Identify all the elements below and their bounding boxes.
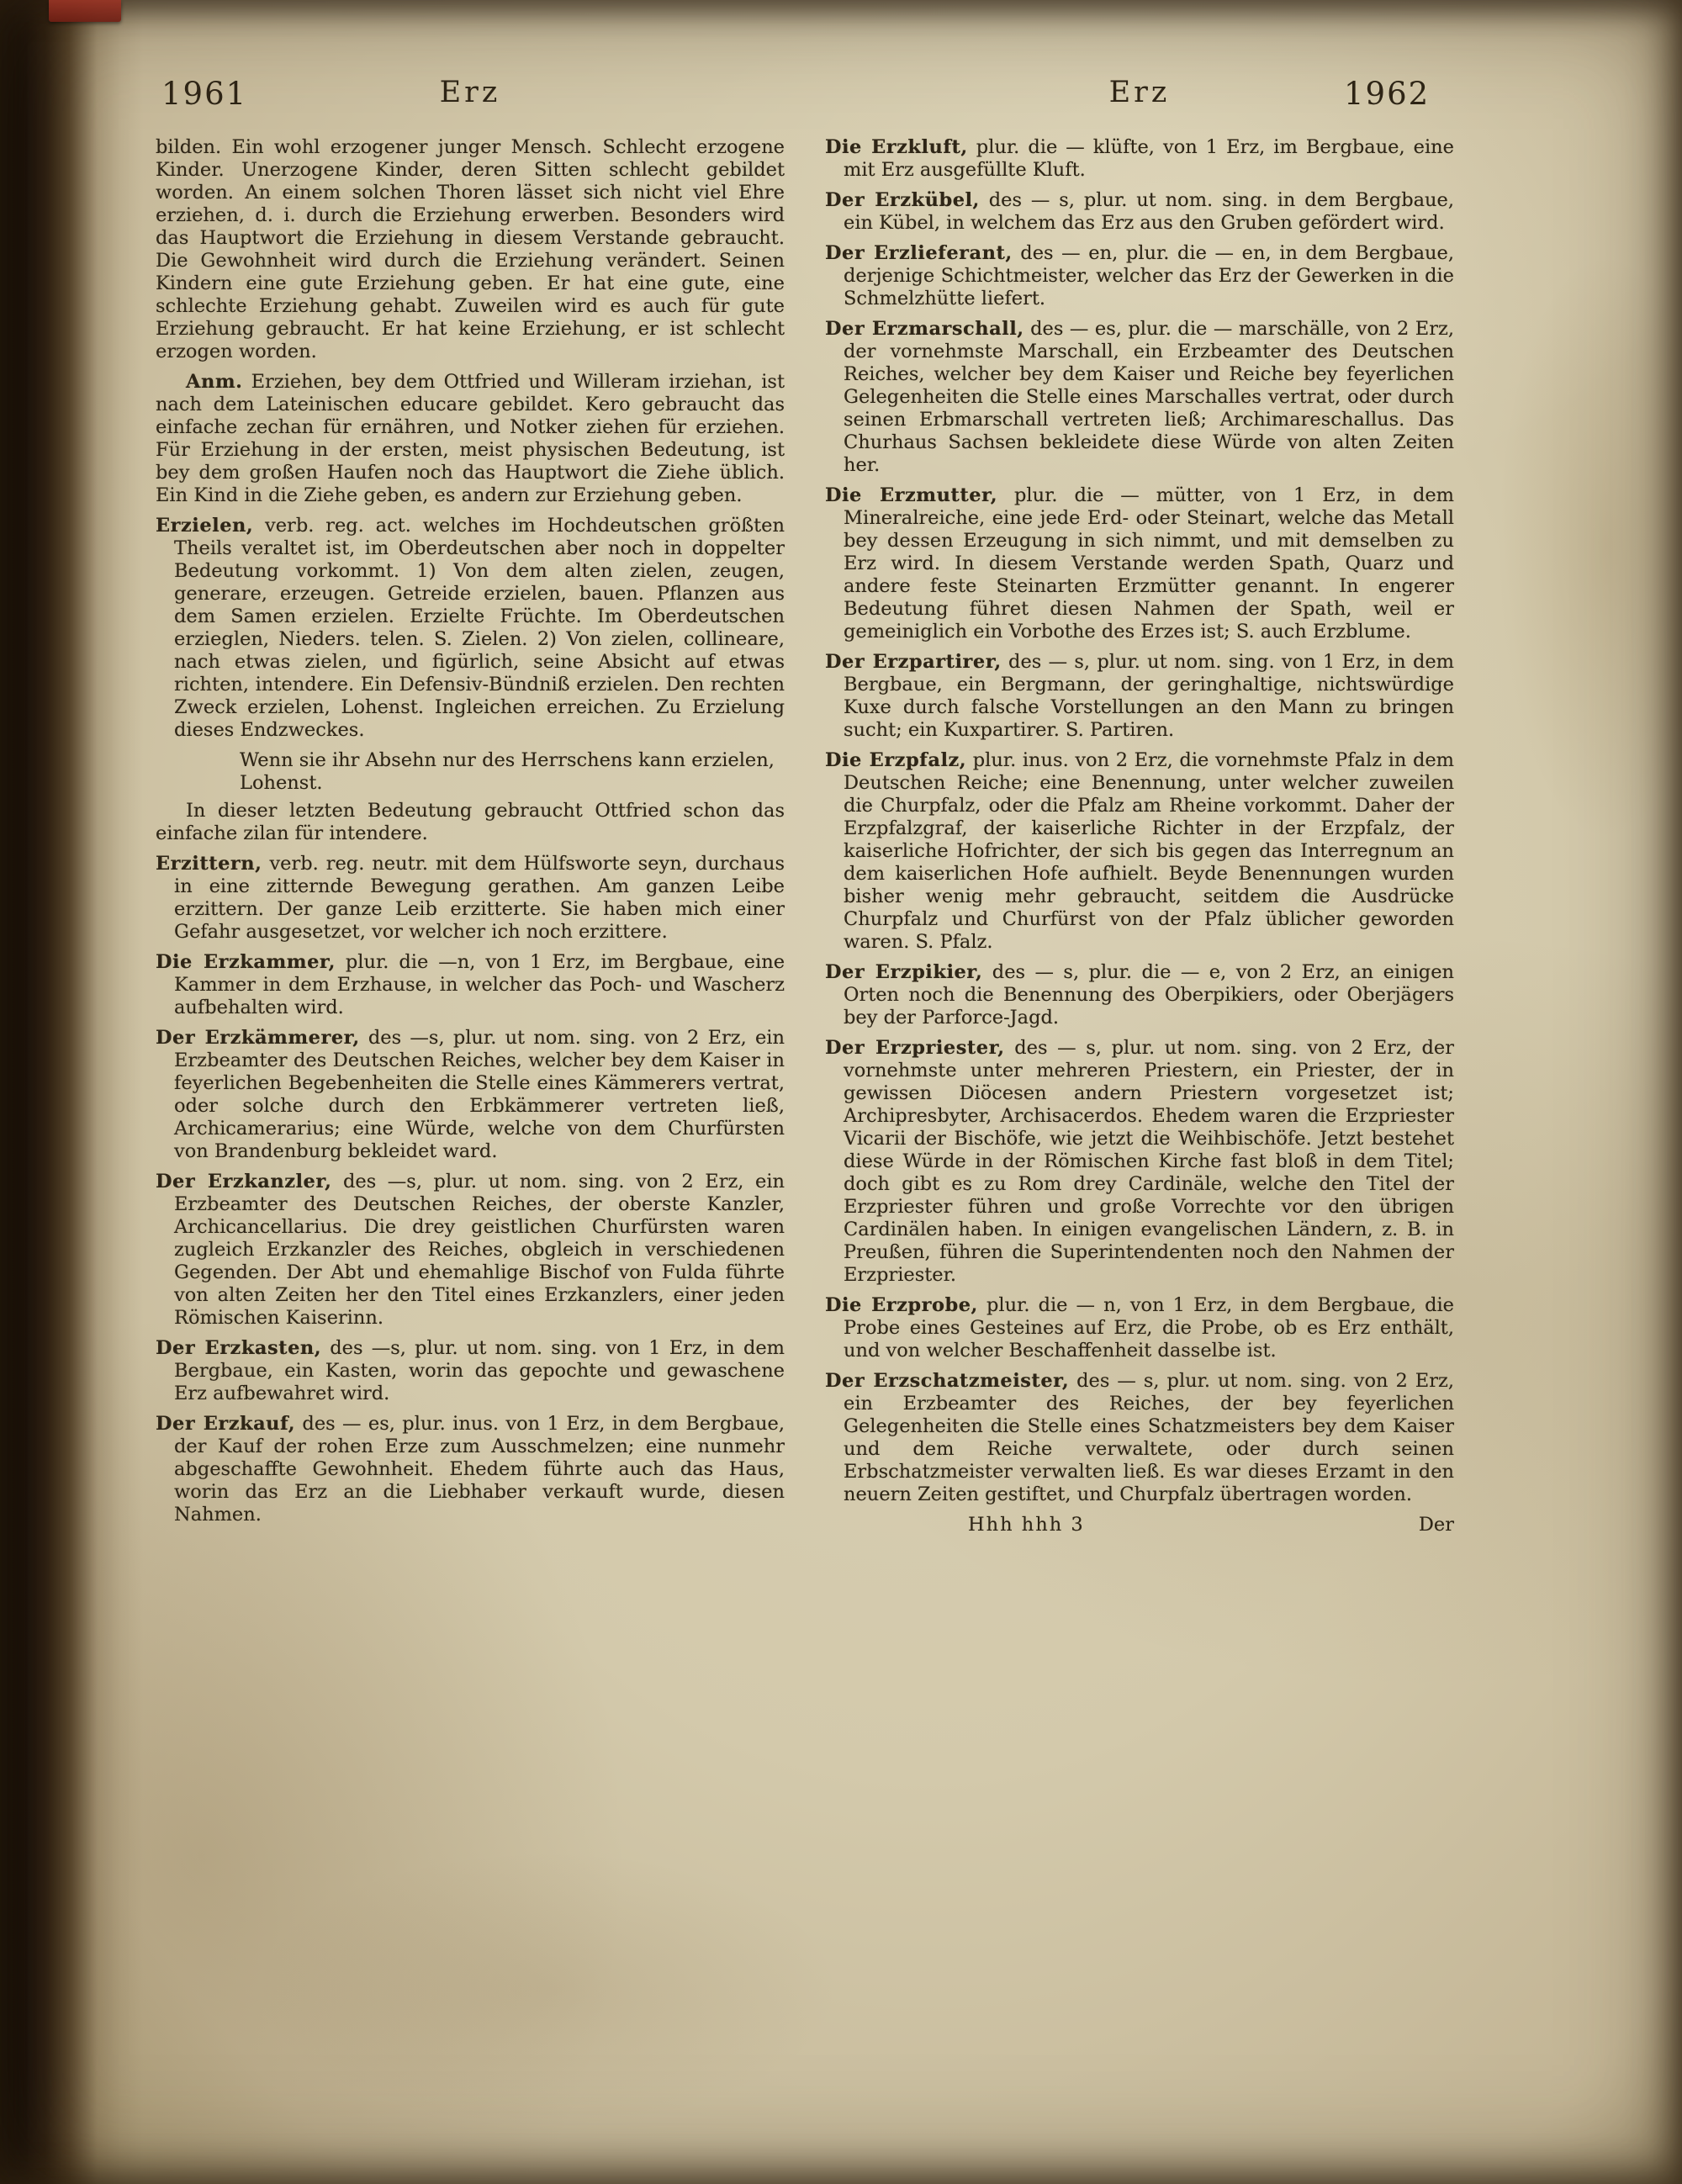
entry-headword: Erzittern, (156, 853, 262, 875)
entry-erzpriester: Der Erzpriester, des — s, plur. ut nom. sing. von 2 Erz, der vornehmste unter mehreren Priestern, ein Priester, der in gewissen Diöcesen andern Priestern vorgesetzet ist; Archipresbyter, Archisacerdos. Ehedem waren die Erzpriester Vicarii der Bischöfe, wie jetzt die Weihbischöfe. Jetzt bestehet diese Würde in der Römischen Kirche fast bloß in dem Titel; doch gibt es zu Rom drey Cardinäle, welche den Titel der Erzpriester führen und große Vorrechte vor den übrigen Cardinälen haben. In einigen evangelischen Ländern, z. B. in Preußen, führen die Superintendenten noch den Nahmen der Erzpriester. (825, 1037, 1455, 1286)
entry-erzkauf: Der Erzkauf, des — es, plur. inus. von 1 Erz, in dem Bergbaue, der Kauf der rohen Erze zum Ausschmelzen; eine nunmehr abgeschaffte Gewohnheit. Ehedem führte auch das Haus, worin das Erz an die Liebhaber verkauft wurde, diesen Nahmen. (156, 1413, 785, 1526)
entry-headword: Der Erzmarschall, (825, 318, 1024, 340)
column-footer (825, 1514, 1454, 1536)
entry-erzkasten: Der Erzkasten, des —s, plur. ut nom. sing. von 1 Erz, in dem Bergbaue, ein Kasten, worin das gepochte und gewaschene Erz aufbewahret wird. (156, 1337, 785, 1404)
entry-headword: Die Erzkluft, (825, 136, 968, 158)
entry-erzittern: Erzittern, verb. reg. neutr. mit dem Hülfsworte seyn, durchaus in eine zitternde Bewegung gerathen. Am ganzen Leibe erzittern. Der ganze Leib erzitterte. Sie haben mich einer Gefahr ausgesetzet, vor welcher ich noch erzittere. (156, 853, 785, 943)
text-columns (156, 136, 1454, 1536)
entry-headword: Der Erzpriester, (825, 1037, 1005, 1059)
anmerkung-erziehen: Anm. Erziehen, bey dem Ottfried und Willeram irziehan, ist nach dem Lateinischen educare gebildet. Kero gebraucht das einfache zechan für ernähren, und Notker ziehen für erziehen. Für Erziehung in der ersten, meist physischen Bedeutung, ist bey dem großen Haufen noch das Hauptwort die Ziehe üblich. Ein Kind in die Ziehe geben, es andern zur Erziehung geben. (156, 371, 785, 506)
red-spine-label (49, 0, 121, 22)
entry-erzschatzmeister: Der Erzschatzmeister, des — s, plur. ut nom. sing. von 2 Erz, ein Erzbeamter des Reiches, der bey feyerlichen Gelegenheiten die Stelle eines Schatzmeisters bey dem Kaiser und dem Reiche verwaltete, oder durch seinen Erbschatzmeister verwalten ließ. Es war dieses Erzamt in den neuern Zeiten gestiftet, und Churpfalz übertragen worden. (825, 1370, 1454, 1505)
entry-headword: Die Erzkammer, (156, 951, 336, 973)
entry-erzkanzler: Der Erzkanzler, des —s, plur. ut nom. sing. von 2 Erz, ein Erzbeamter des Deutschen Reiches, der oberste Kanzler, Archicancellarius. Die drey geistlichen Churfürsten waren zugleich Erzkanzler des Reiches, obgleich in verschiedenen Gegenden. Der Abt und ehemahlige Bischof von Fulda führte von alten Zeiten her den Titel eines Erzkanzlers, einer jeden Römischen Kaiserinn. (156, 1171, 785, 1329)
entry-erzpartirer: Der Erzpartirer, des — s, plur. ut nom. sing. von 1 Erz, in dem Bergbaue, ein Bergmann, der geringhaltige, nichtswürdige Kuxe durch falsche Vorstellungen an den Mann zu bringen sucht; ein Kuxpartirer. S. Partiren. (825, 651, 1455, 741)
entry-headword: Die Erzpfalz, (825, 749, 967, 771)
entry-headword: Der Erzschatzmeister, (825, 1370, 1070, 1392)
entry-erzielen: Erzielen, verb. reg. act. welches im Hochdeutschen größten Theils veraltet ist, im Oberdeutschen aber noch in doppelter Bedeutung vorkommt. 1) Von dem alten zielen, zeugen, generare, erzeugen. Getreide erzielen, bauen. Pflanzen aus dem Samen erzielen. Erzielte Früchte. Im Oberdeutschen erzieglen, Nieders. telen. S. Zielen. 2) Von zielen, collineare, nach etwas zielen, und figürlich, seine Absicht auf etwas richten, intendere. Ein Defensiv-Bündniß erzielen. Den rechten Zweck erzielen, Lohenst. Ingleichen erreichen. Zu Erzielung dieses Endzweckes. (156, 515, 785, 741)
signature-mark: Hhh hhh 3 (968, 1514, 1085, 1536)
entry-headword: Der Erzkanzler, (156, 1171, 332, 1192)
entry-erzpfalz: Die Erzpfalz, plur. inus. von 2 Erz, die vornehmste Pfalz in dem Deutschen Reiche; eine Benennung, unter welcher zuweilen die Churpfalz, oder die Pfalz am Rheine vorkommt. Daher der Erzpfalzgraf, der kaiserliche Richter in der Erzpfalz, der kaiserliche Hofrichter, der sich bis gegen das Interregnum an dem kaiserlichen Hofe aufhielt. Beyde Benennungen wurden bisher wenig mehr gebraucht, seitdem die Ausdrücke Churpfalz und Churfürst von der Pfalz üblicher geworden waren. S. Pfalz. (825, 749, 1455, 953)
right-column (825, 136, 1454, 1536)
right-column-paragraphs (825, 136, 1454, 1506)
verse-quotation: Wenn sie ihr Absehn nur des Herrschens kann erzielen, Lohenst. (240, 749, 775, 794)
running-head-left: Erz (439, 76, 501, 109)
entry-erzkaemmerer: Der Erzkämmerer, des —s, plur. ut nom. sing. von 2 Erz, ein Erzbeamter des Deutschen Reiches, welcher bey dem Kaiser in feyerlichen Begebenheiten die Stelle eines Kämmerers vertrat, oder solche durch den Erbkämmerer vertreten ließ, Archicamerarius; eine Würde, welche von dem Churfürsten von Brandenburg bekleidet ward. (156, 1027, 785, 1162)
entry-headword: Die Erzprobe, (825, 1294, 978, 1316)
left-column-paragraphs (156, 136, 785, 1526)
page-header (0, 76, 1682, 119)
entry-erzkammer: Die Erzkammer, plur. die —n, von 1 Erz, im Bergbaue, eine Kammer in dem Erzhause, in welcher das Poch- und Wascherz aufbehalten wird. (156, 951, 785, 1018)
page-number-left: 1961 (161, 76, 248, 112)
entry-headword: Der Erzpikier, (825, 961, 983, 983)
entry-erzmarschall: Der Erzmarschall, des — es, plur. die — marschälle, von 2 Erz, der vornehmste Marschall, ein Erzbeamter des Deutschen Reiches, welcher bey dem Kaiser und Reiche bey feyerlichen Gelegenheiten die Stelle eines Marschalles vertrat, oder durch seinen Erbmarschall vertreten ließ; Archimareschallus. Das Churhaus Sachsen bekleidete diese Würde von alten Zeiten her. (825, 318, 1454, 476)
entry-headword: Der Erzkasten, (156, 1337, 322, 1359)
entry-headword: Der Erzkämmerer, (156, 1027, 360, 1049)
entry-erzlieferant: Der Erzlieferant, des — en, plur. die — en, in dem Bergbaue, derjenige Schichtmeister, welcher das Erz der Gewerken in die Schmelzhütte liefert. (825, 242, 1455, 309)
entry-headword: Der Erzkübel, (825, 189, 980, 211)
catchword: Der (1418, 1514, 1454, 1536)
entry-headword: Erzielen, (156, 515, 254, 537)
entry-headword: Der Erzpartirer, (825, 651, 1002, 673)
entry-erzpikier: Der Erzpikier, des — s, plur. die — e, von 2 Erz, an einigen Orten noch die Benennung des Oberpikiers, oder Oberjägers bey der Parforce-Jagd. (825, 961, 1454, 1029)
entry-headword: Der Erzlieferant, (825, 242, 1013, 264)
left-column (156, 136, 785, 1536)
entry-headword: Die Erzmutter, (825, 484, 998, 506)
entry-erzmutter: Die Erzmutter, plur. die — mütter, von 1 Erz, in dem Mineralreiche, eine jede Erd- oder Steinart, welche das Metall bey dessen Erzeugung in sich nimmt, und mit demselben zu Erz wird. In diesem Verstande werden Spath, Quarz und andere feste Steinarten Erzmütter genannt. In engerer Bedeutung führet diesen Nahmen der Spath, weil er gemeiniglich ein Vorbothe des Erzes ist; S. auch Erzblume. (825, 484, 1455, 643)
erzielen-note: In dieser letzten Bedeutung gebraucht Ottfried schon das einfache zilan für intendere. (156, 800, 785, 844)
entry-erzkluft: Die Erzkluft, plur. die — klüfte, von 1 Erz, im Bergbaue, eine mit Erz ausgefüllte Kluft. (825, 136, 1454, 181)
entry-headword: Anm. (186, 371, 243, 393)
entry-erziehen-continuation: bilden. Ein wohl erzogener junger Mensch. Schlecht erzogene Kinder. Unerzogene Kinder, deren Sitten schlecht gebildet worden. An einem solchen Thoren lässet sich nicht viel Ehre erziehen, d. i. durch die Erziehung erwerben. Besonders wird das Hauptwort die Erziehung in diesem Verstande gebraucht. Die Gewohnheit wird durch die Erziehung verändert. Seinen Kindern eine gute Erziehung geben. Er hat eine gute, eine schlechte Erziehung gehabt. Zuweilen wird es auch für gute Erziehung gebraucht. Er hat keine Erziehung, er ist schlecht erzogen worden. (156, 136, 785, 362)
entry-headword: Der Erzkauf, (156, 1413, 296, 1435)
paper-stain (252, 1850, 841, 2128)
book-binding (0, 0, 143, 2184)
entry-erzprobe: Die Erzprobe, plur. die — n, von 1 Erz, in dem Bergbaue, die Probe eines Gesteines auf Erz, die Probe, ob es Erz enthält, und von welcher Beschaffenheit dasselbe ist. (825, 1294, 1454, 1362)
entry-erzkuebel: Der Erzkübel, des — s, plur. ut nom. sing. in dem Bergbaue, ein Kübel, in welchem das Erz aus den Gruben gefördert wird. (825, 189, 1455, 234)
paper-stain (1497, 252, 1682, 841)
page-number-right: 1962 (1344, 76, 1431, 112)
running-head-right: Erz (1108, 76, 1171, 109)
